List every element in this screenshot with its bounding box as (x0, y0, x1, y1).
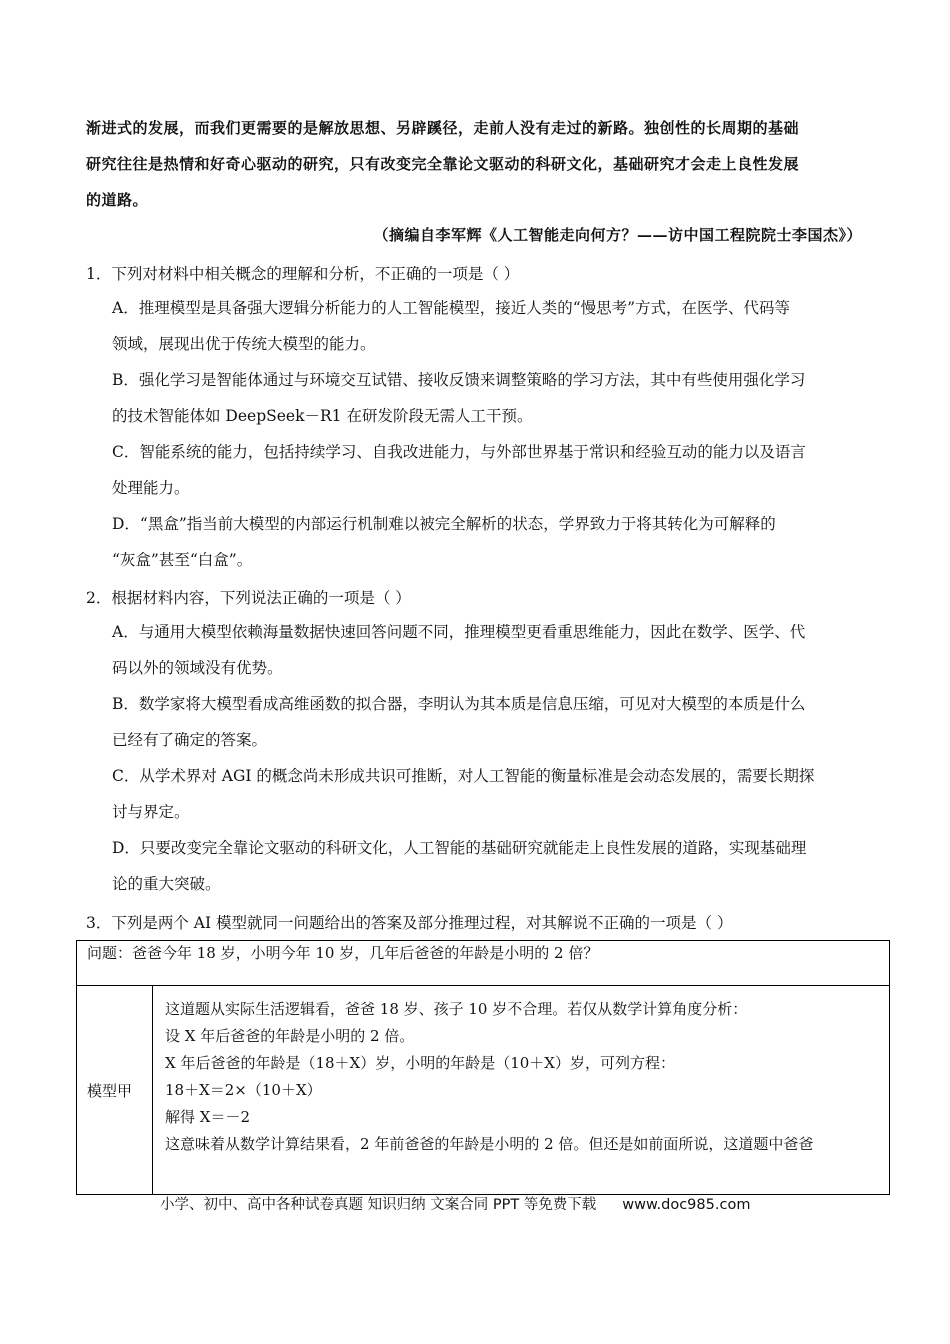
question-1-option-a (112, 290, 864, 362)
question-1-option-d (112, 506, 864, 578)
model-answer-cell (153, 986, 890, 1195)
answer-line: 这道题从实际生活逻辑看，爸爸 18 岁、孩子 10 岁不合理。若仅从数学计算角度分析： (165, 1000, 748, 1018)
footer-text: 小学、初中、高中各种试卷真题 知识归纳 文案合同 PPT 等免费下载 (160, 1197, 597, 1213)
page-footer (160, 1193, 750, 1214)
table-question-cell: 问题：爸爸今年 18 岁，小明今年 10 岁，几年后爸爸的年龄是小明的 2 倍？ (77, 941, 890, 986)
passage-line: 的道路。 (86, 191, 149, 209)
answer-line: 解得 X＝－2 (165, 1108, 250, 1126)
question-3-stem: 3．下列是两个 AI 模型就同一问题给出的答案及部分推理过程，对其解说不正确的一项是（ ） (86, 914, 733, 932)
option-line: 领域，展现出优于传统大模型的能力。 (112, 335, 376, 353)
option-line: 讨与界定。 (112, 803, 190, 821)
option-line: D．只要改变完全靠论文驱动的科研文化，人工智能的基础研究就能走上良性发展的道路，实现基础理 (112, 839, 807, 857)
option-line: C．智能系统的能力，包括持续学习、自我改进能力，与外部世界基于常识和经验互动的能力以及语言 (112, 443, 806, 461)
answer-line: 18＋X＝2×（10＋X） (165, 1081, 322, 1099)
option-line: “灰盒”甚至“白盒”。 (112, 551, 253, 569)
option-line: A．推理模型是具备强大逻辑分析能力的人工智能模型，接近人类的“慢思考”方式，在医学、代码等 (112, 299, 791, 317)
option-line: D．“黑盒”指当前大模型的内部运行机制难以被完全解析的状态，学界致力于将其转化为可解释的 (112, 515, 776, 533)
passage-line: 研究往往是热情和好奇心驱动的研究，只有改变完全靠论文驱动的科研文化，基础研究才会走上良性发展 (86, 155, 800, 173)
option-line: 的技术智能体如 DeepSeek－R1 在研发阶段无需人工干预。 (112, 407, 533, 425)
option-line: B．强化学习是智能体通过与环境交互试错、接收反馈来调整策略的学习方法，其中有些使用强化学习 (112, 371, 806, 389)
question-2-option-d (112, 830, 864, 902)
question-2-option-c (112, 758, 864, 830)
table-row (77, 986, 890, 1195)
question-1-option-b (112, 362, 864, 434)
option-line: A．与通用大模型依赖海量数据快速回答问题不同，推理模型更看重思维能力，因此在数学、医学、代 (112, 623, 806, 641)
question-1-option-c (112, 434, 864, 506)
option-line: 处理能力。 (112, 479, 190, 497)
answer-table (76, 940, 890, 1195)
answer-line: X 年后爸爸的年龄是（18＋X）岁，小明的年龄是（10＋X）岁，可列方程： (165, 1054, 675, 1072)
model-label-cell: 模型甲 (77, 986, 153, 1195)
table-row (77, 941, 890, 986)
question-2-option-a (112, 614, 864, 686)
option-line: C．从学术界对 AGI 的概念尚未形成共识可推断，对人工智能的衡量标准是会动态发展的，需要长期探 (112, 767, 815, 785)
option-line: 码以外的领域没有优势。 (112, 659, 283, 677)
passage-source: （摘编自李军辉《人工智能走向何方？——访中国工程院院士李国杰》） (373, 226, 862, 244)
footer-url[interactable]: www.doc985.com (622, 1197, 751, 1213)
option-line: 已经有了确定的答案。 (112, 731, 268, 749)
option-line: 论的重大突破。 (112, 875, 221, 893)
passage-line: 渐进式的发展，而我们更需要的是解放思想、另辟蹊径，走前人没有走过的新路。独创性的长周期的基础 (86, 119, 800, 137)
question-2-stem: 2．根据材料内容，下列说法正确的一项是（ ） (86, 589, 411, 607)
answer-line: 这意味着从数学计算结果看，2 年前爸爸的年龄是小明的 2 倍。但还是如前面所说，这道题中爸爸 (165, 1135, 814, 1153)
question-1-stem: 1．下列对材料中相关概念的理解和分析，不正确的一项是（ ） (86, 265, 520, 283)
option-line: B．数学家将大模型看成高维函数的拟合器，李明认为其本质是信息压缩，可见对大模型的本质是什么 (112, 695, 806, 713)
question-2-option-b (112, 686, 864, 758)
passage-paragraph (86, 110, 876, 218)
answer-line: 设 X 年后爸爸的年龄是小明的 2 倍。 (165, 1027, 415, 1045)
